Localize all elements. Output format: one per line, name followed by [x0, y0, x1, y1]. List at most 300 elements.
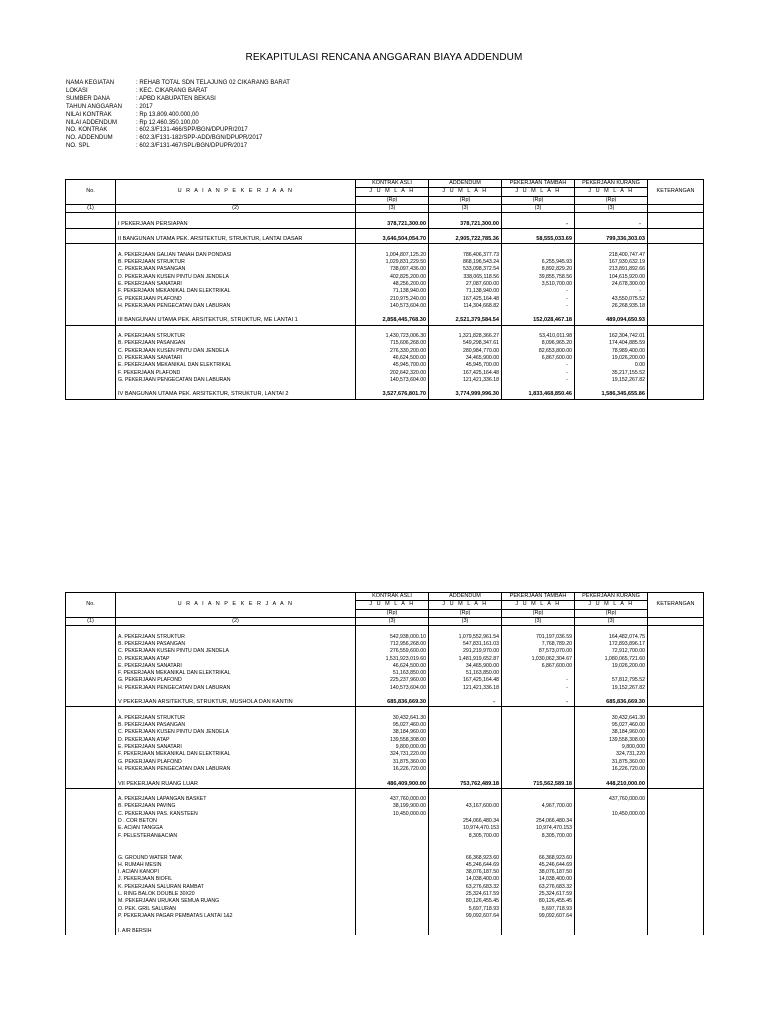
item-row: [66, 362, 704, 369]
cell-uraian: G. PEKERJAAN PLAFOND: [116, 677, 356, 684]
item-row: [66, 715, 704, 722]
cell-amount: 140,573,604.00: [356, 685, 429, 692]
cell-amount: 437,760,000.00: [356, 796, 429, 803]
cell-keterangan: [648, 317, 704, 325]
cell-amount: [575, 670, 648, 677]
cell-amount: [502, 773, 575, 780]
cell-keterangan: [648, 927, 704, 934]
cell-keterangan: [648, 266, 704, 273]
cell-keterangan: [648, 744, 704, 751]
cell-keterangan: [648, 626, 704, 634]
cell-amount: [356, 384, 429, 391]
cell-no: [66, 744, 116, 751]
cell-keterangan: [648, 699, 704, 707]
cell-amount: [429, 744, 502, 751]
cell-no: [66, 259, 116, 266]
cell-amount: [429, 840, 502, 847]
section-row: [66, 780, 704, 788]
cell-amount: 31,875,360.00: [575, 759, 648, 766]
jumlah-label: J U M L A H: [575, 188, 648, 196]
currency-label: (Rp): [356, 196, 429, 204]
cell-amount: [502, 722, 575, 729]
cell-amount: 45,246,644.69: [502, 862, 575, 869]
cell-amount: 1,079,552,961.54: [429, 633, 502, 640]
item-row: [66, 259, 704, 266]
info-row: [66, 127, 290, 135]
cell-amount: [502, 228, 575, 236]
cell-keterangan: [648, 384, 704, 391]
cell-amount: 167,425,164.48: [429, 677, 502, 684]
cell-amount: [575, 773, 648, 780]
jumlah-label: J U M L A H: [356, 601, 429, 609]
cell-amount: [575, 905, 648, 912]
cell-keterangan: [648, 391, 704, 399]
index-3: (3): [429, 204, 502, 212]
blank-row: [66, 384, 704, 391]
cell-amount: 31,875,360.00: [356, 759, 429, 766]
cell-no: [66, 913, 116, 920]
cell-uraian: O. PEK. GRIL SALURAN: [116, 905, 356, 912]
cell-amount: [356, 927, 429, 934]
cell-amount: [575, 228, 648, 236]
cell-uraian: D . COR BETON: [116, 818, 356, 825]
cell-amount: [429, 766, 502, 773]
cell-amount: 16,226,720.00: [575, 766, 648, 773]
cell-amount: [502, 796, 575, 803]
cell-keterangan: [648, 236, 704, 244]
info-row: [66, 88, 290, 96]
cell-amount: -: [575, 220, 648, 228]
cell-amount: [575, 891, 648, 898]
cell-uraian: K. PEKERJAAN SALURAN RAMBAT: [116, 884, 356, 891]
info-value: : 2017: [136, 103, 153, 110]
table-header: [66, 593, 704, 626]
cell-amount: [356, 840, 429, 847]
info-key: NILAI KONTRAK: [66, 111, 112, 118]
cell-amount: [502, 213, 575, 221]
col-uraian-header: U R A I A N P E K E R J A A N: [116, 593, 356, 618]
cell-amount: 72,912,700.00: [575, 648, 648, 655]
index-2: (2): [116, 617, 356, 625]
item-row: [66, 898, 704, 905]
cell-amount: 1,531,923,019.60: [356, 655, 429, 662]
cell-amount: 9,800,000.00: [356, 744, 429, 751]
cell-amount: 53,410,011.98: [502, 333, 575, 340]
cell-amount: 39,855,758.56: [502, 274, 575, 281]
cell-amount: 753,762,489.18: [429, 780, 502, 788]
cell-keterangan: [648, 244, 704, 252]
cell-amount: 0.00: [575, 362, 648, 369]
cell-amount: [575, 213, 648, 221]
cell-amount: 27,087,600.00: [429, 281, 502, 288]
cell-amount: 799,336,303.03: [575, 236, 648, 244]
cell-keterangan: [648, 655, 704, 662]
index-3: (3): [429, 617, 502, 625]
cell-amount: 51,163,850.00: [429, 670, 502, 677]
cell-amount: 19,152,267.82: [575, 685, 648, 692]
cell-keterangan: [648, 818, 704, 825]
cell-amount: [429, 384, 502, 391]
cell-amount: [356, 707, 429, 715]
cell-amount: [502, 252, 575, 259]
blank-row: [66, 626, 704, 634]
cell-keterangan: [648, 847, 704, 854]
table-body: [66, 626, 704, 935]
cell-uraian: F. PEKERJAAN PLAFOND: [116, 369, 356, 376]
cell-amount: 104,615,920.00: [575, 274, 648, 281]
col-no-header: No.: [66, 180, 116, 205]
index-1: (1): [66, 617, 116, 625]
cell-amount: [356, 884, 429, 891]
cell-keterangan: [648, 220, 704, 228]
index-3: (3): [356, 617, 429, 625]
item-row: [66, 811, 704, 818]
item-row: [66, 869, 704, 876]
col-addendum-header: ADDENDUM: [429, 593, 502, 601]
cell-amount: 3,510,700.00: [502, 281, 575, 288]
col-no-header: No.: [66, 593, 116, 618]
cell-amount: 1,080,065,721.60: [575, 655, 648, 662]
cell-amount: -: [502, 303, 575, 310]
cell-uraian: L. RING BALOK DOUBLE 30X20: [116, 891, 356, 898]
cell-keterangan: [648, 362, 704, 369]
cell-amount: 2,905,722,785.36: [429, 236, 502, 244]
cell-uraian: E. PEKERJAAN SANATARI: [116, 744, 356, 751]
cell-uraian: [116, 310, 356, 317]
cell-amount: [502, 626, 575, 634]
item-row: [66, 377, 704, 384]
cell-amount: 51,163,850.00: [356, 670, 429, 677]
cell-uraian: II BANGUNAN UTAMA PEK. ARSITEKTUR, STRUKTUR, LANTAI DASAR: [116, 236, 356, 244]
cell-amount: 324,731,220.00: [356, 751, 429, 758]
cell-keterangan: [648, 692, 704, 699]
cell-amount: 24,678,300.00: [575, 281, 648, 288]
item-row: [66, 927, 704, 934]
col-tambah-header: PEKERJAAN TAMBAH: [502, 180, 575, 188]
item-row: [66, 685, 704, 692]
cell-amount: 254,066,480.34: [429, 818, 502, 825]
cell-amount: 121,421,336.18: [429, 685, 502, 692]
cell-amount: [356, 626, 429, 634]
jumlah-label: J U M L A H: [502, 601, 575, 609]
cell-amount: 3,646,504,054.70: [356, 236, 429, 244]
col-uraian-header: U R A I A N P E K E R J A A N: [116, 180, 356, 205]
item-row: [66, 303, 704, 310]
item-row: [66, 295, 704, 302]
cell-amount: 38,199,900.00: [356, 803, 429, 810]
cell-no: [66, 751, 116, 758]
cell-amount: [575, 876, 648, 883]
cell-no: [66, 355, 116, 362]
item-row: [66, 266, 704, 273]
cell-amount: [429, 788, 502, 796]
cell-amount: [356, 213, 429, 221]
currency-label: (Rp): [502, 609, 575, 617]
cell-no: [66, 228, 116, 236]
cell-no: [66, 348, 116, 355]
index-empty: [648, 204, 704, 212]
cell-amount: 34,465,900.00: [429, 355, 502, 362]
cell-no: [66, 641, 116, 648]
cell-amount: [575, 884, 648, 891]
cell-no: [66, 303, 116, 310]
item-row: [66, 677, 704, 684]
cell-keterangan: [648, 274, 704, 281]
cell-amount: 140,573,604.00: [356, 377, 429, 384]
cell-amount: 46,624,500.00: [356, 355, 429, 362]
cell-amount: 2,858,445,768.30: [356, 317, 429, 325]
index-3: (3): [575, 617, 648, 625]
cell-amount: 533,098,372.54: [429, 266, 502, 273]
cell-uraian: C. PEKERJAAN KUSEN PINTU DAN JENDELA: [116, 348, 356, 355]
cell-amount: [356, 854, 429, 861]
cell-keterangan: [648, 325, 704, 333]
item-row: [66, 759, 704, 766]
cell-amount: 1,586,345,655.86: [575, 391, 648, 399]
cell-amount: 19,152,267.82: [575, 377, 648, 384]
cell-keterangan: [648, 759, 704, 766]
cell-amount: -: [502, 685, 575, 692]
cell-uraian: E. PEKERJAAN MEKANIKAL DAN ELEKTRIKAL: [116, 362, 356, 369]
cell-amount: [502, 384, 575, 391]
item-row: [66, 766, 704, 773]
cell-amount: 542,938,000.10: [356, 633, 429, 640]
cell-amount: 38,076,187.50: [429, 869, 502, 876]
cell-amount: 152,028,467.18: [502, 317, 575, 325]
cell-amount: 5,697,718.93: [429, 905, 502, 912]
cell-no: [66, 796, 116, 803]
cell-amount: 489,094,650.93: [575, 317, 648, 325]
cell-no: [66, 670, 116, 677]
cell-no: [66, 384, 116, 391]
index-empty: [648, 617, 704, 625]
cell-no: [66, 847, 116, 854]
info-key: TAHUN ANGGARAN: [66, 103, 122, 110]
cell-amount: 6,867,600.00: [502, 663, 575, 670]
header-row-index: [66, 617, 704, 625]
item-row: [66, 648, 704, 655]
cell-amount: 338,065,118.56: [429, 274, 502, 281]
col-kontrak-header: KONTRAK ASLI: [356, 593, 429, 601]
cell-no: [66, 655, 116, 662]
col-kurang-header: PEKERJAAN KURANG: [575, 180, 648, 188]
cell-amount: 1,321,828,366.27: [429, 333, 502, 340]
cell-amount: 19,026,200.00: [575, 355, 648, 362]
cell-amount: 5,697,718.93: [502, 905, 575, 912]
info-row: [66, 120, 290, 128]
cell-amount: 14,038,400.00: [429, 876, 502, 883]
cell-amount: [575, 310, 648, 317]
cell-amount: 9,800,000: [575, 744, 648, 751]
cell-amount: [575, 840, 648, 847]
cell-amount: 172,893,896.17: [575, 641, 648, 648]
cell-no: [66, 391, 116, 399]
cell-uraian: B. PEKERJAAN PASANGAN: [116, 722, 356, 729]
cell-uraian: A. PEKERJAAN STRUKTUR: [116, 633, 356, 640]
cell-uraian: [116, 325, 356, 333]
cell-keterangan: [648, 854, 704, 861]
cell-amount: 57,812,795.52: [575, 677, 648, 684]
info-row: [66, 96, 290, 104]
cell-uraian: H. PEKERJAAN PENGECATAN DAN LABURAN: [116, 303, 356, 310]
cell-amount: 80,126,455.45: [502, 898, 575, 905]
cell-amount: 63,276,683.32: [502, 884, 575, 891]
cell-amount: [575, 920, 648, 927]
cell-uraian: H. RUMAH MESIN: [116, 862, 356, 869]
cell-no: [66, 898, 116, 905]
cell-no: [66, 274, 116, 281]
cell-uraian: [116, 707, 356, 715]
cell-uraian: E. PEKERJAAN SANATARI: [116, 281, 356, 288]
section-row: [66, 236, 704, 244]
cell-uraian: J. PEKERJAAN BIOFIL: [116, 876, 356, 883]
cell-amount: 25,324,617.59: [429, 891, 502, 898]
blank-row: [66, 244, 704, 252]
jumlah-label: J U M L A H: [429, 601, 502, 609]
cell-keterangan: [648, 633, 704, 640]
cell-keterangan: [648, 281, 704, 288]
currency-label: (Rp): [429, 196, 502, 204]
cell-uraian: M. PEKERJAAN URUKAN SEMUA RUANG: [116, 898, 356, 905]
cell-amount: [429, 715, 502, 722]
cell-uraian: H. PEKERJAAN PENGECATAN DAN LABURAN: [116, 685, 356, 692]
cell-no: [66, 317, 116, 325]
cell-uraian: [116, 847, 356, 854]
cell-amount: 167,930,632.19: [575, 259, 648, 266]
cell-amount: [575, 854, 648, 861]
cell-no: [66, 715, 116, 722]
cell-uraian: E. PEKERJAAN SANATARI: [116, 663, 356, 670]
item-row: [66, 274, 704, 281]
cell-amount: [429, 213, 502, 221]
cell-amount: 139,558,308.00: [575, 737, 648, 744]
info-value: : 602.3/F131-182/SPP-ADD/BGN/DPUPR/2017: [136, 135, 263, 142]
cell-amount: 78,989,400.00: [575, 348, 648, 355]
cell-uraian: D. PEKERJAAN ATAP: [116, 737, 356, 744]
cell-amount: [575, 833, 648, 840]
cell-uraian: C. PEKERJAAN PAS. KANSTEEN: [116, 811, 356, 818]
cell-no: [66, 729, 116, 736]
cell-no: [66, 325, 116, 333]
col-keterangan-header: KETERANGAN: [648, 180, 704, 205]
budget-table-2: [65, 592, 704, 935]
cell-amount: 7,768,789.20: [502, 641, 575, 648]
cell-amount: 99,092,607.64: [502, 913, 575, 920]
cell-amount: [429, 751, 502, 758]
cell-no: [66, 920, 116, 927]
cell-amount: 8,096,965.20: [502, 340, 575, 347]
item-row: [66, 737, 704, 744]
cell-amount: 378,721,300.00: [429, 220, 502, 228]
cell-amount: 549,298,347.61: [429, 340, 502, 347]
cell-no: [66, 220, 116, 228]
cell-uraian: G. GROUND WATER TANK: [116, 854, 356, 861]
cell-amount: [429, 729, 502, 736]
info-value: : Rp 13.809.400.000,00: [136, 111, 199, 118]
cell-amount: 3,527,676,801.70: [356, 391, 429, 399]
cell-keterangan: [648, 773, 704, 780]
cell-amount: -: [502, 362, 575, 369]
cell-amount: 324,731,220: [575, 751, 648, 758]
index-3: (3): [502, 617, 575, 625]
cell-amount: [429, 722, 502, 729]
item-row: [66, 655, 704, 662]
cell-no: [66, 707, 116, 715]
cell-amount: 139,558,308.00: [356, 737, 429, 744]
cell-uraian: B. PEKERJAAN PASANGAN: [116, 641, 356, 648]
cell-amount: 35,217,155.52: [575, 369, 648, 376]
cell-keterangan: [648, 898, 704, 905]
cell-no: [66, 803, 116, 810]
cell-amount: [429, 310, 502, 317]
cell-amount: 80,126,455.45: [429, 898, 502, 905]
cell-amount: [356, 228, 429, 236]
info-value: : KEC. CIKARANG BARAT: [136, 87, 208, 94]
cell-uraian: E. ACIAN TANGGA: [116, 825, 356, 832]
col-kurang-header: PEKERJAAN KURANG: [575, 593, 648, 601]
cell-no: [66, 626, 116, 634]
blank-row: [66, 325, 704, 333]
currency-label: (Rp): [356, 609, 429, 617]
cell-uraian: C. PEKERJAAN KUSEN PINTU DAN JENDELA: [116, 648, 356, 655]
cell-amount: 701,197,036.59: [502, 633, 575, 640]
cell-amount: [502, 729, 575, 736]
item-row: [66, 670, 704, 677]
cell-keterangan: [648, 369, 704, 376]
col-addendum-header: ADDENDUM: [429, 180, 502, 188]
cell-no: [66, 869, 116, 876]
cell-no: [66, 862, 116, 869]
cell-amount: -: [502, 220, 575, 228]
cell-amount: -: [502, 295, 575, 302]
col-kontrak-header: KONTRAK ASLI: [356, 180, 429, 188]
cell-amount: 63,276,683.32: [429, 884, 502, 891]
cell-keterangan: [648, 377, 704, 384]
cell-uraian: I. ACIAN KANOPI: [116, 869, 356, 876]
cell-amount: 685,836,669.30: [356, 699, 429, 707]
cell-amount: 276,330,200.00: [356, 348, 429, 355]
cell-amount: 167,425,164.48: [429, 295, 502, 302]
info-row: [66, 135, 290, 143]
cell-amount: 1,481,919,652.87: [429, 655, 502, 662]
cell-amount: 30,432,641.30: [575, 715, 648, 722]
cell-uraian: [116, 626, 356, 634]
cell-uraian: [116, 692, 356, 699]
cell-keterangan: [648, 715, 704, 722]
cell-keterangan: [648, 295, 704, 302]
currency-label: (Rp): [575, 196, 648, 204]
currency-label: (Rp): [502, 196, 575, 204]
cell-uraian: D. PEKERJAAN ATAP: [116, 655, 356, 662]
cell-amount: 95,027,460.00: [575, 722, 648, 729]
cell-no: [66, 788, 116, 796]
cell-amount: 10,450,000.00: [356, 811, 429, 818]
item-row: [66, 825, 704, 832]
cell-amount: [356, 876, 429, 883]
cell-amount: [502, 751, 575, 758]
cell-amount: 6,255,945.93: [502, 259, 575, 266]
cell-amount: [429, 228, 502, 236]
col-tambah-header: PEKERJAAN TAMBAH: [502, 593, 575, 601]
cell-amount: 6,867,600.00: [502, 355, 575, 362]
cell-keterangan: [648, 766, 704, 773]
cell-amount: 19,026,200.00: [575, 663, 648, 670]
item-row: [66, 884, 704, 891]
cell-uraian: C. PEKERJAAN PASANGAN: [116, 266, 356, 273]
index-1: (1): [66, 204, 116, 212]
cell-keterangan: [648, 796, 704, 803]
cell-no: [66, 905, 116, 912]
